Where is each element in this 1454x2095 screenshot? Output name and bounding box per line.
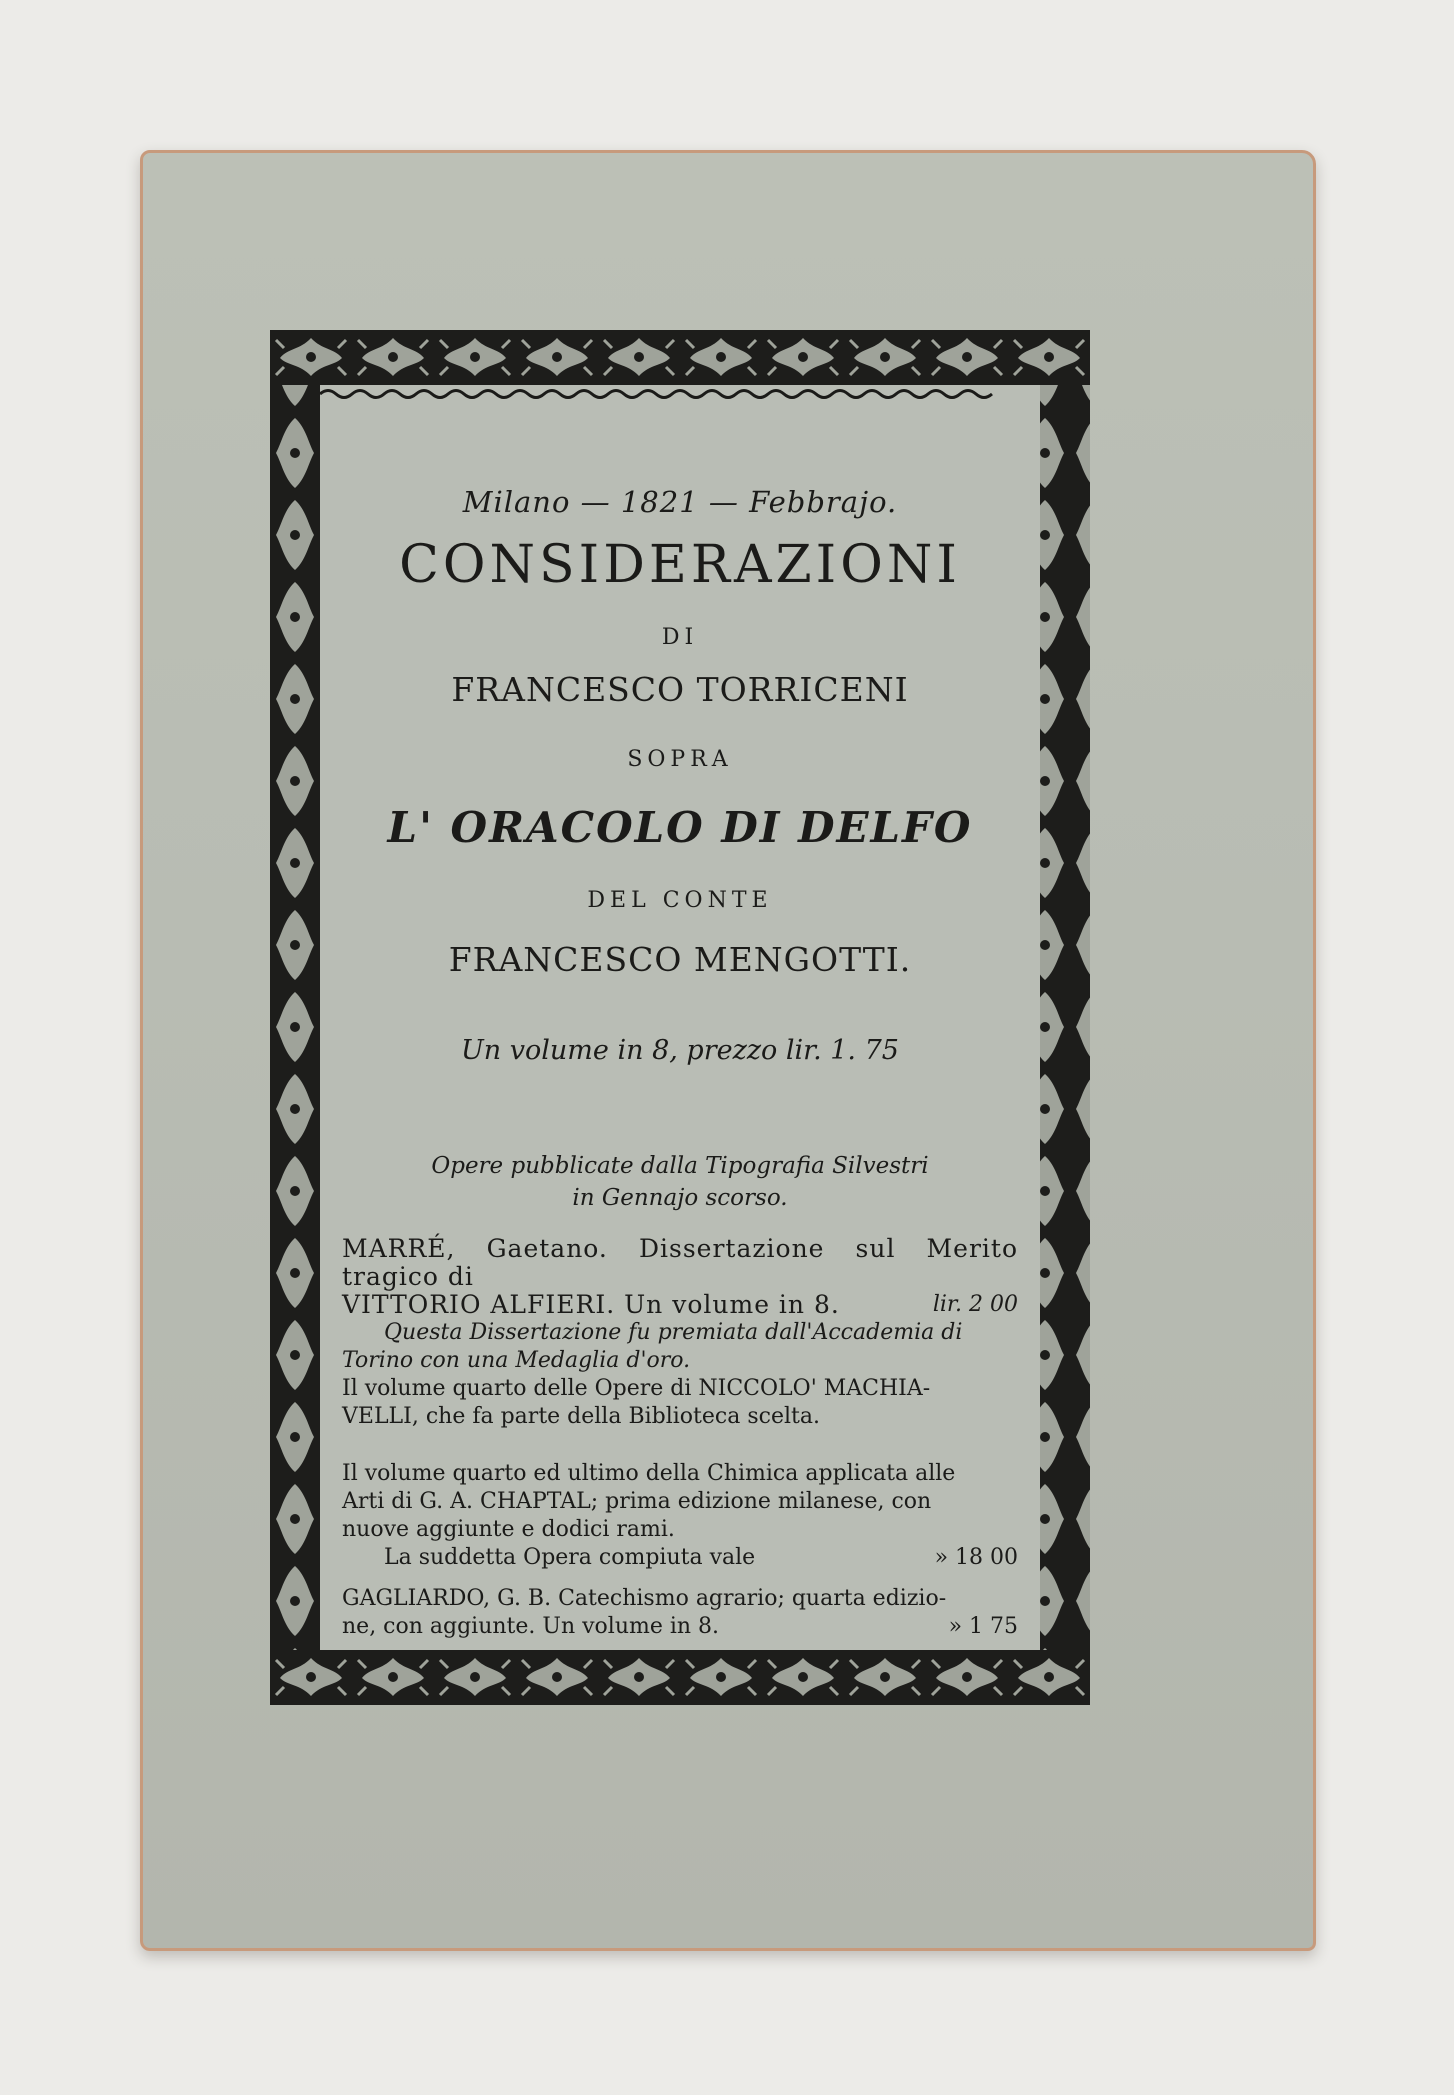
subject-author-name: FRANCESCO MENGOTTI. <box>448 940 912 979</box>
entry-gagliardo-price: » 1 75 <box>948 1614 1018 1639</box>
price-line: Un volume in 8, prezzo lir. 1. 75 <box>461 1035 899 1066</box>
ornamental-border <box>270 330 1090 1705</box>
entry-gagliardo <box>342 1585 1018 1641</box>
title-page-text-block <box>320 385 1040 1650</box>
entry-marre-line-3: Questa Dissertazione fu premiata dall'Accademia di <box>384 1320 963 1345</box>
announcement-line-2: in Gennajo scorso. <box>572 1185 788 1211</box>
del-conte-line: DEL CONTE <box>587 888 773 913</box>
entry-marre <box>342 1235 1018 1375</box>
entry-marre-line-2-left: VITTORIO ALFIERI. Un volume in 8. <box>342 1290 840 1319</box>
announcement-line-1: Opere pubblicate dalla Tipografia Silvestri <box>431 1153 929 1179</box>
entry-machiavelli <box>342 1375 1018 1431</box>
entry-chaptal <box>342 1460 1018 1572</box>
entry-marre-line-1: MARRÉ, Gaetano. Dissertazione sul Merito tragico di <box>342 1234 1018 1291</box>
entry-chaptal-price: » 18 00 <box>934 1545 1018 1570</box>
entry-marre-price: lir. 2 00 <box>932 1292 1018 1317</box>
work-title: L' ORACOLO DI DELFO <box>387 803 973 852</box>
entry-marre-line-4: Torino con una Medaglia d'oro. <box>342 1348 691 1373</box>
announcement-heading <box>320 1150 1040 1214</box>
author-name: FRANCESCO TORRICENI <box>451 670 909 709</box>
dateline: Milano — 1821 — Febbrajo. <box>462 485 898 519</box>
entry-gagliardo-line-2 <box>342 1613 1018 1641</box>
wavy-rule <box>320 385 1000 403</box>
entry-chaptal-line-4 <box>342 1544 1018 1572</box>
entry-chaptal-line-3: nuove aggiunte e dodici rami. <box>342 1517 675 1542</box>
entry-gagliardo-line-2-left: ne, con aggiunte. Un volume in 8. <box>342 1614 720 1639</box>
page-title: CONSIDERAZIONI <box>399 535 961 595</box>
entry-gagliardo-line-1: GAGLIARDO, G. B. Catechismo agrario; quarta edizio- <box>342 1586 947 1611</box>
di-line: DI <box>661 625 699 650</box>
entry-chaptal-line-1: Il volume quarto ed ultimo della Chimica applicata alle <box>342 1461 956 1486</box>
entry-chaptal-line-4-left: La suddetta Opera compiuta vale <box>384 1545 756 1570</box>
entry-chaptal-line-2: Arti di G. A. CHAPTAL; prima edizione milanese, con <box>342 1489 932 1514</box>
sopra-line: SOPRA <box>627 747 733 772</box>
entry-marre-line-2 <box>342 1291 1018 1319</box>
entry-machiavelli-line-1: Il volume quarto delle Opere di NICCOLO' MACHIA- <box>342 1376 931 1401</box>
entry-machiavelli-line-2: VELLI, che fa parte della Biblioteca scelta. <box>342 1404 820 1429</box>
